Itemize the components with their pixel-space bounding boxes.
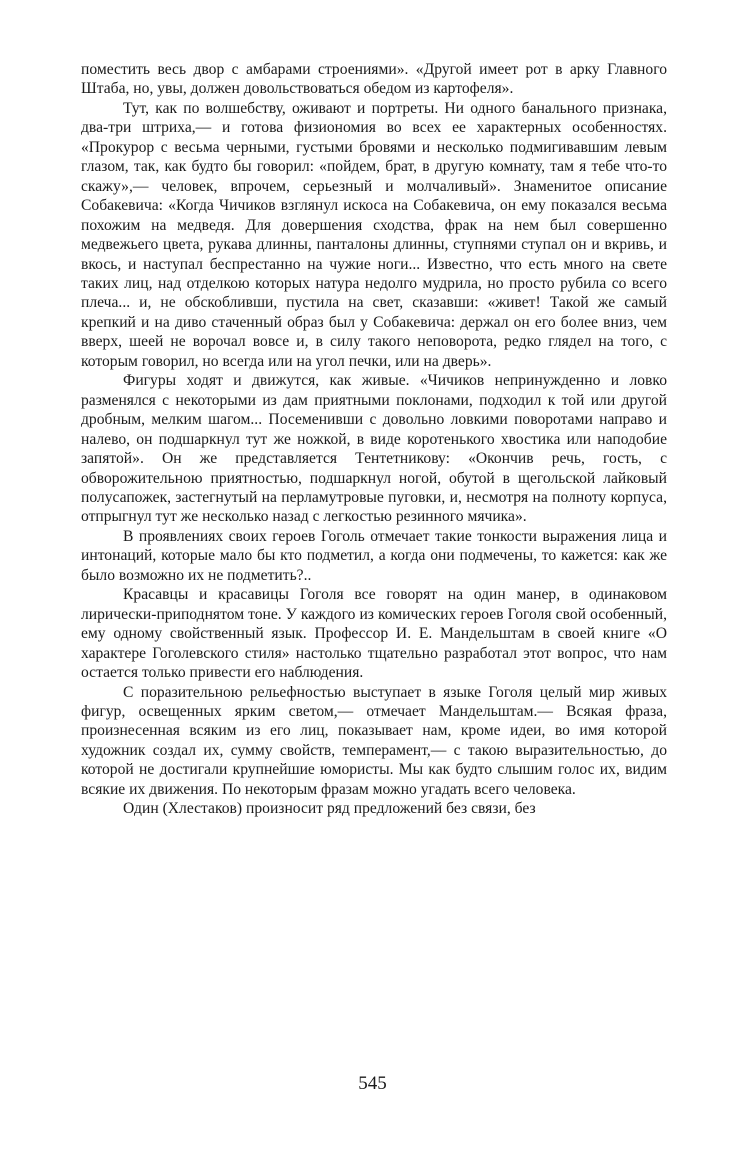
paragraph-2: Тут, как по волшебству, оживают и портреты. Ни одного банального признака, два-три штриха,— и готова физиономия во всех ее характерных особенностях. «Прокурор с весьма черными, густыми бровями и несколько подмигивавшим левым глазом, так, как будто бы говорил: «пойдем, брат, в другую комнату, там я тебе что-то скажу»,— человек, впрочем, серьезный и молчаливый». Знаменитое описание Собакевича: «Когда Чичиков взглянул искоса на Собакевича, он ему показался весьма похожим на медведя. Для довершения сходства, фрак на нем был совершенно медвежьего цвета, рукава длинны, панталоны длинны, ступнями ступал он и вкривь, и вкось, и наступал беспрестанно на чужие ноги... Известно, что есть много на свете таких лиц, над отделкою которых натура недолго мудрила, но просто рубила со всего плеча... и, не обскобливши, пустила на свет, сказавши: «живет! Такой же самый крепкий и на диво стаченный образ был у Собакевича: держал он его более вниз, чем вверх, шеей не ворочал вовсе и, в силу такого неповорота, редко глядел на того, с которым говорил, но всегда или на угол печки, или на дверь». — [81, 99, 667, 370]
paragraph-5: Красавцы и красавицы Гоголя все говорят на один манер, в одинаковом лирически-приподнятом тоне. У каждого из комических героев Гоголя свой особенный, ему одному свойственный язык. Профессор И. Е. Мандельштам в своей книге «О характере Гоголевского стиля» настолько тщательно разработал этот вопрос, что нам остается только привести его наблюдения. — [81, 586, 667, 682]
page-number: 545 — [358, 1073, 387, 1094]
page-body — [81, 60, 667, 819]
paragraph-1: поместить весь двор с амбарами строениями». «Другой имеет рот в арку Главного Штаба, но, увы, должен довольствоваться обедом из картофеля». — [81, 61, 667, 98]
paragraph-6: С поразительною рельефностью выступает в языке Гоголя целый мир живых фигур, освещенных ярким светом,— отмечает Мандельштам.— Всякая фраза, произнесенная всяким из его лиц, показывает нам, кроме идеи, во имя которой художник создал их, сумму свойств, темперамент,— с такою выразительностью, до которой не достигали крупнейшие юмористы. Мы как будто слышим голос их, видим всякие их движения. По некоторым фразам можно угадать всего человека. — [81, 683, 667, 798]
paragraph-4: В проявлениях своих героев Гоголь отмечает такие тонкости выражения лица и интонаций, которые мало бы кто подметил, а когда они подмечены, то кажется: как же было возможно их не подметить?.. — [81, 527, 667, 584]
paragraph-7: Один (Хлестаков) произносит ряд предложений без связи, без — [123, 800, 536, 818]
paragraph-3: Фигуры ходят и движутся, как живые. «Чичиков непринужденно и ловко разменялся с некоторыми из дам приятными поклонами, подходил к той или другой дробным, мелким шагом... Посеменивши с довольно ловкими поворотами направо и налево, он подшаркнул тут же ножкой, в виде коротенького хвостика или наподобие запятой». Он же представляется Тентетникову: «Окончив речь, гость, с обворожительною приятностью, подшаркнул ногой, обутой в щегольской лайковый полусапожек, застегнутый на перламутровые пуговки, и, несмотря на полноту корпуса, отпрыгнул тут же несколько назад с легкостью резинного мячика». — [81, 372, 667, 526]
